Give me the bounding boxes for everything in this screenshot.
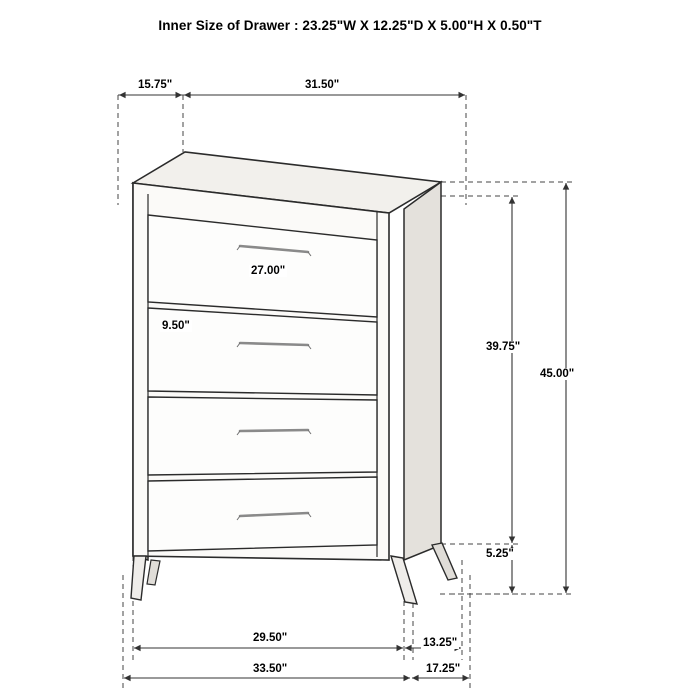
dim-label-body-height: 39.75" [486, 341, 521, 353]
dim-label-total-height: 45.00" [540, 368, 575, 380]
page-title: Inner Size of Drawer : 23.25"W X 12.25"D X 5.00"H X 0.50"T [158, 18, 542, 33]
dim-label-drawer-width: 27.00" [251, 265, 286, 277]
chest-right-side-panel [404, 182, 441, 560]
leg-front-left [131, 556, 146, 600]
dim-label-leg-span-width: 29.50" [253, 632, 288, 644]
dim-label-base-depth: 17.25" [426, 663, 461, 675]
handle-3 [240, 430, 308, 431]
leg-rear-right [432, 543, 457, 580]
dim-label-leg-height: 5.25" [486, 548, 514, 560]
dim-label-width-top: 31.50" [305, 79, 340, 91]
dim-label-depth-top: 15.75" [138, 79, 173, 91]
dim-label-leg-span-depth: 13.25" [423, 637, 458, 649]
leg-rear-left [147, 560, 160, 585]
chest-illustration [131, 152, 457, 604]
dim-label-drawer-height: 9.50" [162, 320, 190, 332]
drawer-face-3 [148, 397, 377, 475]
leg-front-right [391, 556, 417, 604]
dim-label-base-width: 33.50" [253, 663, 288, 675]
